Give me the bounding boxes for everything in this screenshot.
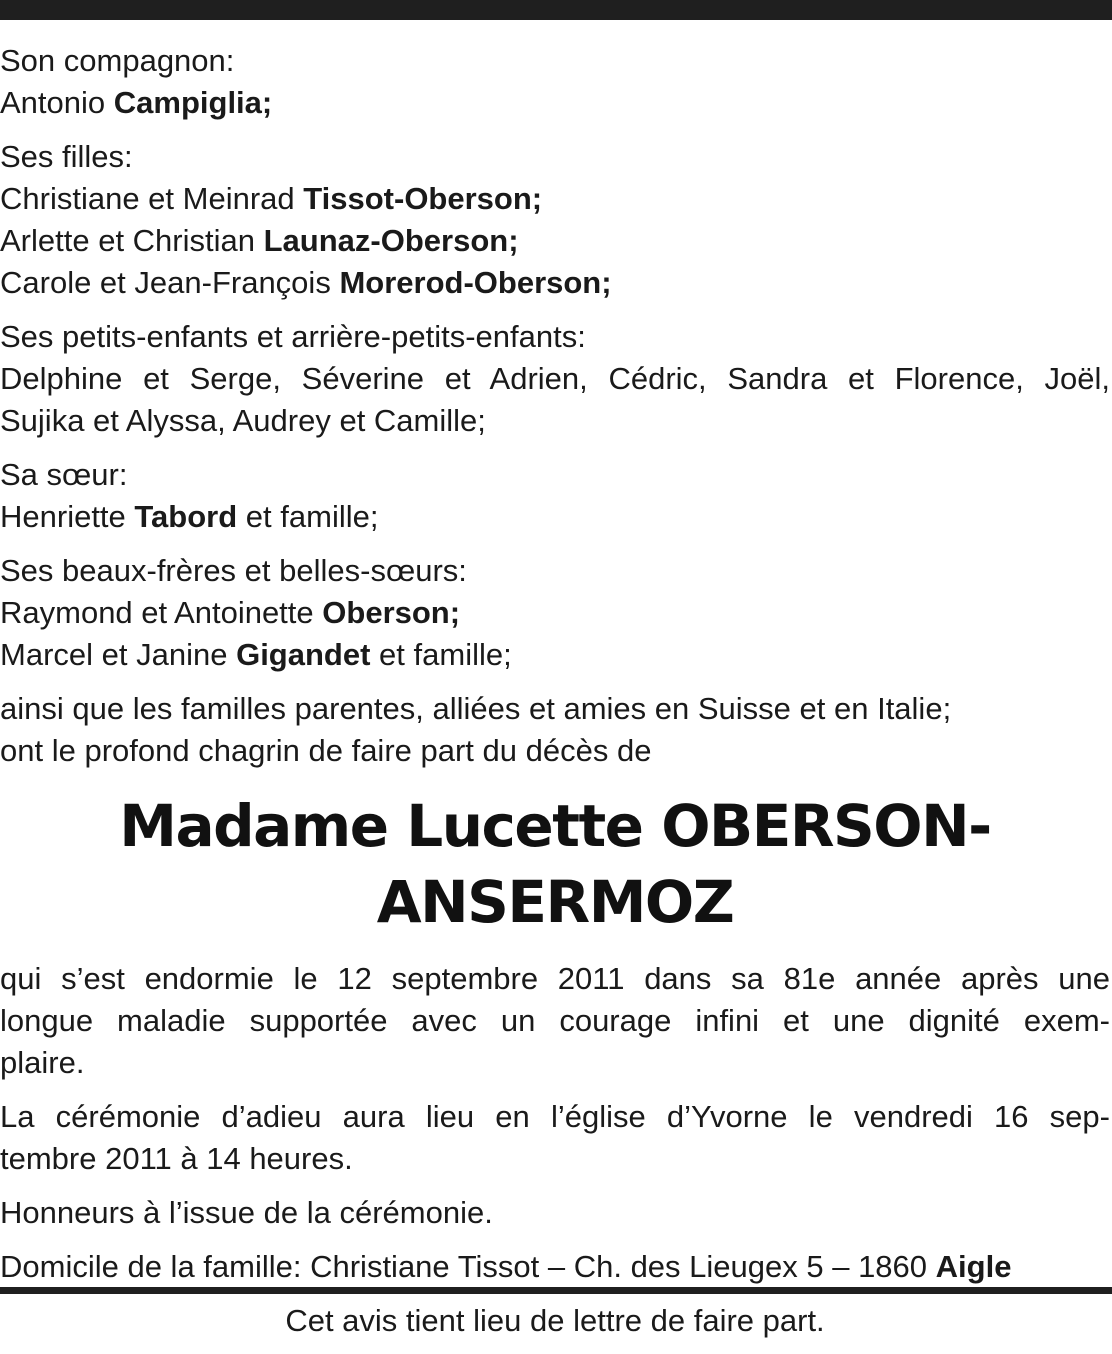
in-laws-heading: Ses beaux-frères et belles-sœurs: xyxy=(0,553,467,588)
death-details-line-1: qui s’est endormie le 12 septembre 2011 dans sa 81e année après une xyxy=(0,961,1110,996)
domicile-text: Domicile de la famille: Christiane Tissot – Ch. des Lieugex 5 – 1860 xyxy=(0,1249,928,1284)
grandchildren-section xyxy=(0,316,1110,442)
top-border-rule xyxy=(0,0,1112,20)
grandchildren-line-1: Delphine et Serge, Séverine et Adrien, Cédric, Sandra et Florence, Joël, xyxy=(0,361,1110,396)
announcement-section xyxy=(0,688,1110,772)
honours-text: Honneurs à l’issue de la cérémonie. xyxy=(0,1195,493,1230)
in-law-line xyxy=(0,592,1110,634)
ceremony-line-1: La cérémonie d’adieu aura lieu en l’église d’Yvorne le vendredi 16 sep- xyxy=(0,1099,1110,1134)
in-law-first-names: Raymond et Antoinette xyxy=(0,595,314,630)
announcement-line-1: ainsi que les familles parentes, alliées et amies en Suisse et en Italie; xyxy=(0,691,952,726)
companion-name-line xyxy=(0,82,1110,124)
companion-heading: Son compagnon: xyxy=(0,43,235,78)
daughters-section xyxy=(0,136,1110,304)
sister-name-line xyxy=(0,496,1110,538)
ceremony-section xyxy=(0,1096,1110,1180)
daughter-surname: Launaz-Oberson; xyxy=(263,223,519,258)
closing-section xyxy=(0,1300,1110,1342)
bottom-border-rule xyxy=(0,1287,1112,1294)
honours-section xyxy=(0,1192,1110,1234)
sister-suffix: et famille; xyxy=(245,499,379,534)
domicile-line xyxy=(0,1246,1110,1288)
sister-section xyxy=(0,454,1110,538)
sister-first-name: Henriette xyxy=(0,499,126,534)
in-law-first-names: Marcel et Janine xyxy=(0,637,228,672)
domicile-town: Aigle xyxy=(935,1249,1012,1284)
obituary-notice xyxy=(0,40,1110,1354)
death-details-section xyxy=(0,958,1110,1084)
daughters-heading: Ses filles: xyxy=(0,139,133,174)
death-details-line-3: plaire. xyxy=(0,1045,85,1080)
in-law-surname: Oberson; xyxy=(322,595,461,630)
daughter-surname: Morerod-Oberson; xyxy=(339,265,612,300)
sister-surname: Tabord xyxy=(134,499,238,534)
daughter-line xyxy=(0,178,1110,220)
announcement-line-2: ont le profond chagrin de faire part du décès de xyxy=(0,733,652,768)
closing-note: Cet avis tient lieu de lettre de faire part. xyxy=(285,1303,825,1338)
sister-heading: Sa sœur: xyxy=(0,457,128,492)
daughter-surname: Tissot-Oberson; xyxy=(303,181,543,216)
deceased-name-headline: Madame Lucette OBERSON-ANSERMOZ xyxy=(119,792,991,936)
in-law-surname: Gigandet xyxy=(236,637,371,672)
in-law-suffix: et famille; xyxy=(379,637,512,672)
daughter-line xyxy=(0,262,1110,304)
in-law-line xyxy=(0,634,1110,676)
in-laws-section xyxy=(0,550,1110,676)
daughter-first-names: Carole et Jean-François xyxy=(0,265,331,300)
daughter-first-names: Arlette et Christian xyxy=(0,223,255,258)
daughter-line xyxy=(0,220,1110,262)
companion-section xyxy=(0,40,1110,124)
companion-surname: Campiglia; xyxy=(113,85,273,120)
grandchildren-line-2: Sujika et Alyssa, Audrey et Camille; xyxy=(0,403,486,438)
ceremony-line-2: tembre 2011 à 14 heures. xyxy=(0,1141,353,1176)
daughter-first-names: Christiane et Meinrad xyxy=(0,181,295,216)
companion-first-name: Antonio xyxy=(0,85,106,120)
death-details-line-2: longue maladie supportée avec un courage infini et une dignité exem- xyxy=(0,1003,1110,1038)
domicile-section xyxy=(0,1246,1110,1288)
grandchildren-heading: Ses petits-enfants et arrière-petits-enfants: xyxy=(0,319,586,354)
